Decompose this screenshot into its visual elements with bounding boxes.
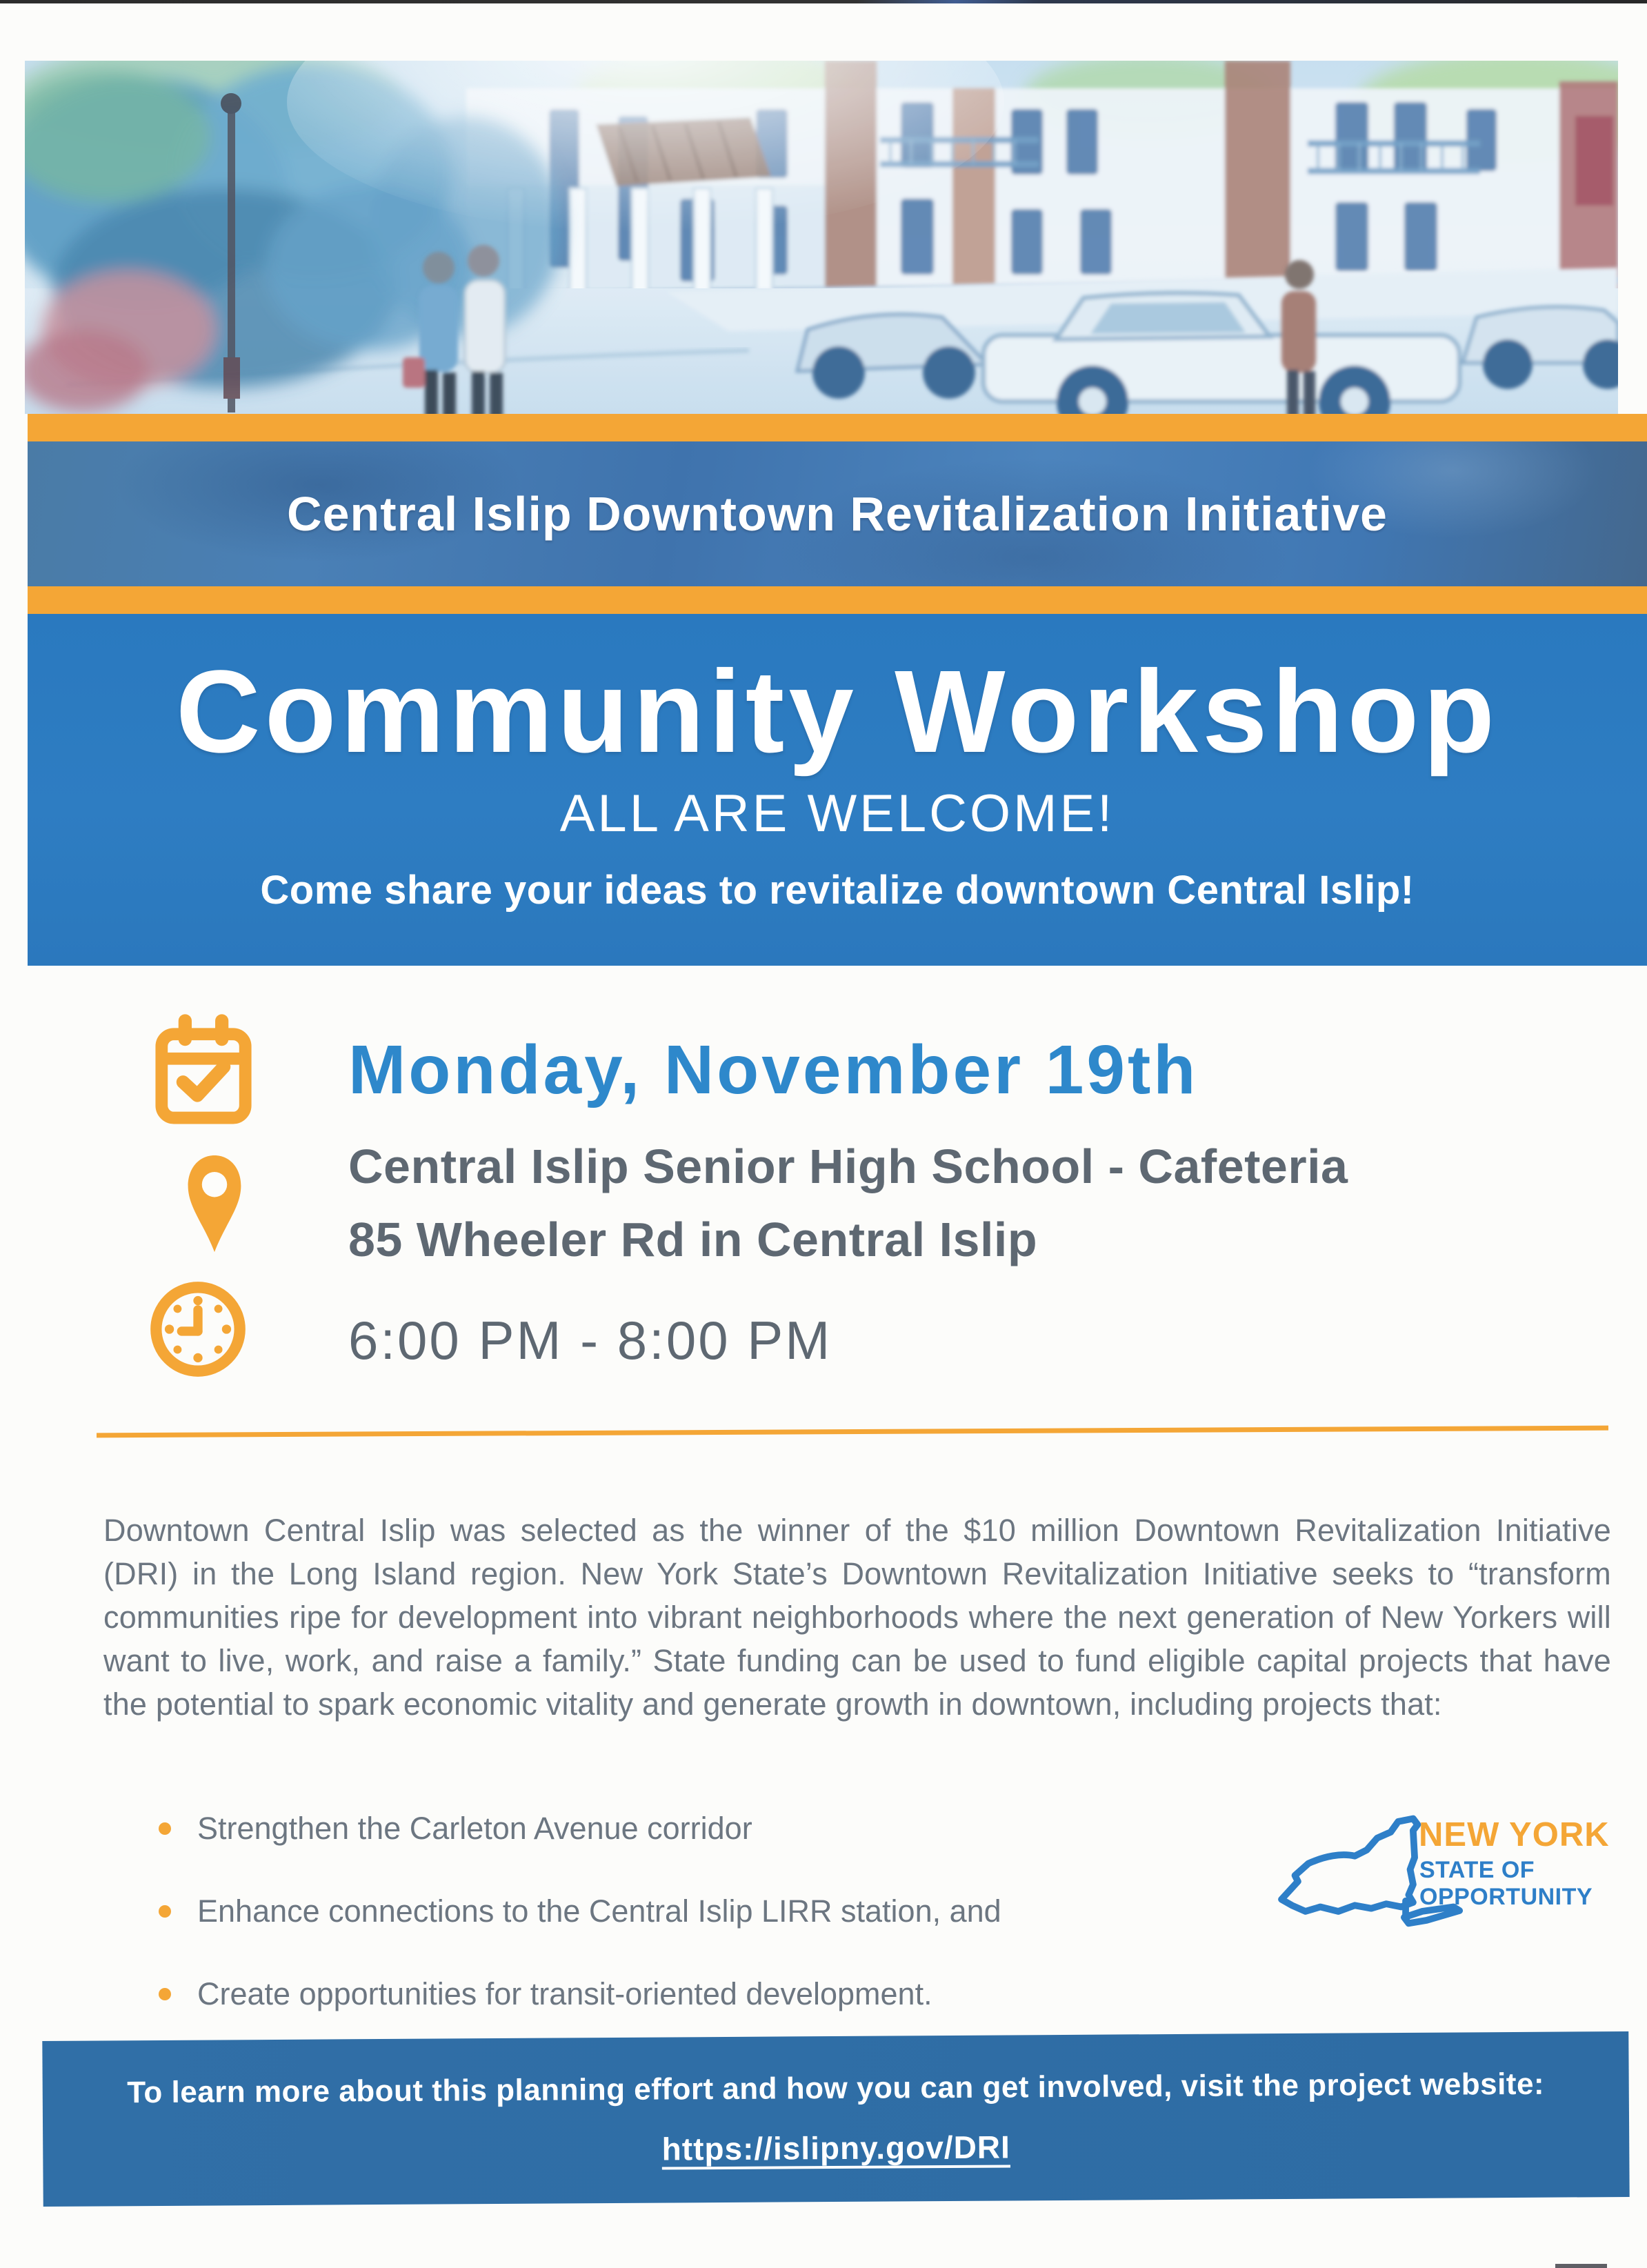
project-bullet-list [157, 1809, 1247, 2057]
logo-new-york-label: NEW YORK [1419, 1816, 1610, 1853]
bullet-text: Create opportunities for transit-oriented development. [197, 1976, 932, 2011]
list-item [157, 1891, 1247, 1931]
ny-state-of-opportunity-logo [1272, 1788, 1641, 1998]
page-title: Community Workshop [175, 646, 1499, 777]
initiative-title: Central Islip Downtown Revitalization Initiative [287, 487, 1388, 541]
street-watercolor-image [25, 61, 1618, 414]
footer-band [42, 2031, 1629, 2207]
hero-subtitle: ALL ARE WELCOME! [559, 784, 1115, 843]
event-location [348, 1130, 1348, 1276]
hero-tagline: Come share your ideas to revitalize downtown Central Islip! [260, 868, 1415, 913]
event-location-line2: 85 Wheeler Rd in Central Islip [348, 1213, 1038, 1266]
bullet-text: Strengthen the Carleton Avenue corridor [197, 1811, 752, 1846]
map-pin-icon [181, 1138, 248, 1271]
hero-band [28, 614, 1647, 966]
scan-edge-mark [1555, 2264, 1607, 2268]
list-item [157, 1974, 1247, 2014]
event-date: Monday, November 19th [348, 1031, 1199, 1108]
orange-stripe-top [28, 414, 1647, 441]
event-location-line1: Central Islip Senior High School - Cafeteria [348, 1140, 1348, 1193]
calendar-check-icon [152, 1008, 254, 1131]
orange-stripe-bottom [28, 586, 1647, 614]
bullet-dot-icon [159, 1905, 171, 1918]
event-time: 6:00 PM - 8:00 PM [348, 1310, 832, 1371]
bullet-dot-icon [159, 1822, 171, 1835]
list-item [157, 1809, 1247, 1849]
clock-icon [147, 1277, 249, 1381]
initiative-title-band [28, 441, 1647, 586]
bullet-dot-icon [159, 1988, 171, 2000]
bullet-text: Enhance connections to the Central Islip LIRR station, and [197, 1893, 1001, 1929]
street-scene-illustration [25, 61, 1618, 414]
logo-state-of-label: STATE OF [1419, 1857, 1535, 1883]
orange-divider-line [97, 1426, 1608, 1438]
footer-text: To learn more about this planning effort and how you can get involved, visit the project website: [127, 2067, 1545, 2110]
logo-opportunity-label: OPPORTUNITY [1419, 1884, 1593, 1910]
project-website-link[interactable]: https://islipny.gov/DRI [661, 2129, 1010, 2167]
body-paragraph: Downtown Central Islip was selected as the winner of the $10 million Downtown Revitalization Initiative (DRI) in the Long Island region. New York State’s Downtown Revitalization Initiative seeks to “transform communities ripe for development into vibrant neighborhoods where the next generation of New Yorkers will want to live, work, and raise a family.” State funding can be used to fund eligible capital projects that have the potential to spark economic vitality and generate growth in downtown, including projects that: [103, 1513, 1611, 1722]
scan-edge-line [0, 0, 1647, 3]
